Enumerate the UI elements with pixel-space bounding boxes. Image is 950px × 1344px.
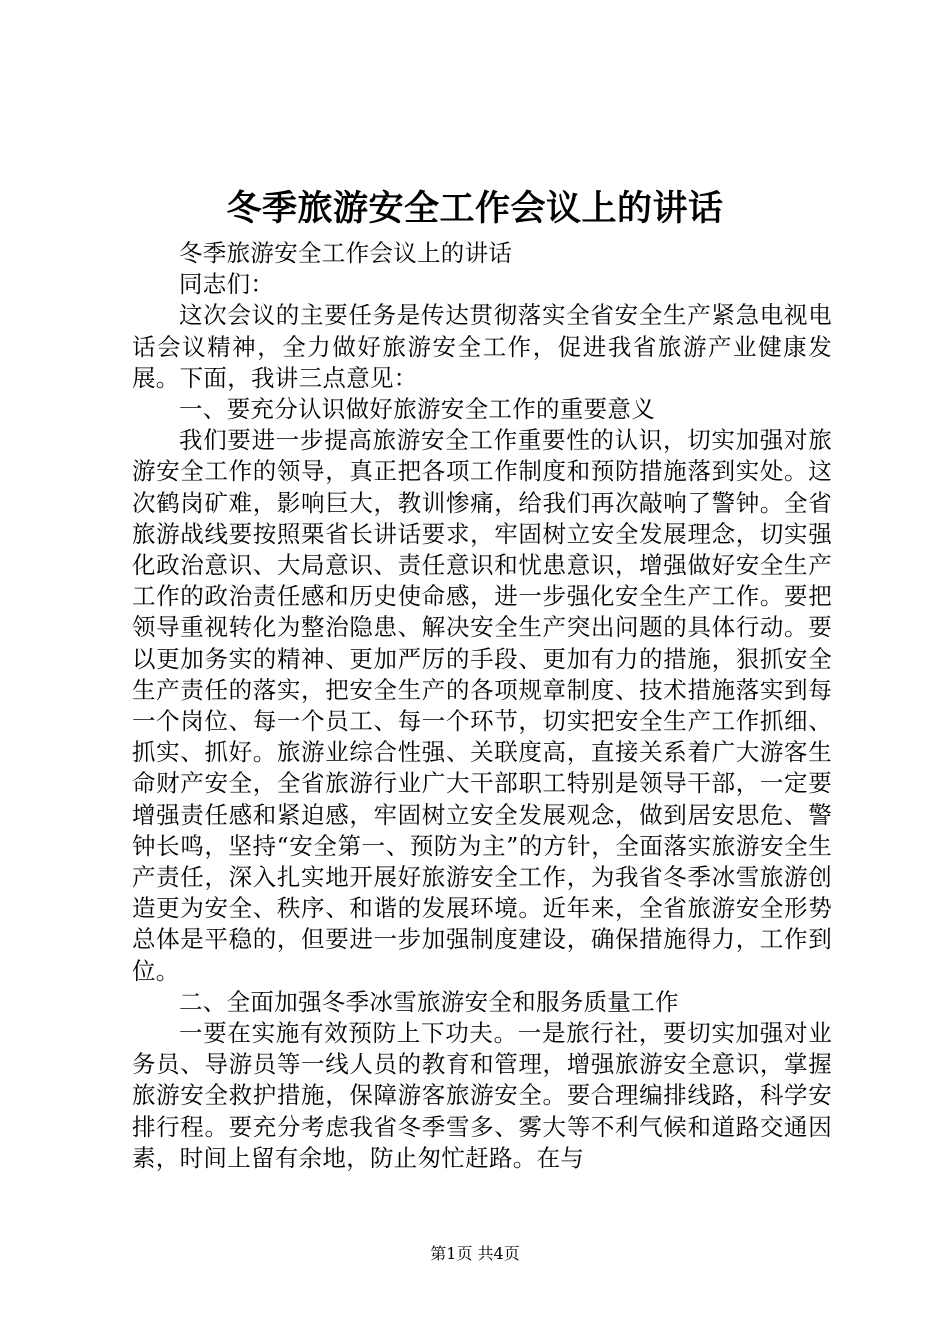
paragraph-salutation: 同志们： xyxy=(179,270,275,299)
document-body xyxy=(132,238,832,1174)
paragraph-section-2: 一要在实施有效预防上下功夫。一是旅行社，要切实加强对业务员、导游员等一线人员的教育和管理，增强旅游安全意识，掌握旅游安全救护措施，保障游客旅游安全。要合理编排线路，科学安排行程。要充分考虑我省冬季雪多、雾大等不利气候和道路交通因素，时间上留有余地，防止匆忙赶路。在与 xyxy=(132,1019,832,1172)
document-title: 冬季旅游安全工作会议上的讲话 xyxy=(226,188,724,229)
paragraph-intro: 这次会议的主要任务是传达贯彻落实全省安全生产紧急电视电话会议精神，全力做好旅游安全工作，促进我省旅游产业健康发展。下面，我讲三点意见： xyxy=(132,301,832,392)
paragraph-section-1: 我们要进一步提高旅游安全工作重要性的认识，切实加强对旅游安全工作的领导，真正把各项工作制度和预防措施落到实处。这次鹤岗矿难，影响巨大，教训惨痛，给我们再次敲响了警钟。全省旅游战线要按照栗省长讲话要求，牢固树立安全发展理念，切实强化政治意识、大局意识、责任意识和忧患意识，增强做好安全生产工作的政治责任感和历史使命感，进一步强化安全生产工作。要把领导重视转化为整治隐患、解决安全生产突出问题的具体行动。要以更加务实的精神、更加严厉的手段、更加有力的措施，狠抓安全生产责任的落实，把安全生产的各项规章制度、技术措施落实到每一个岗位、每一个员工、每一个环节，切实把安全生产工作抓细、抓实、抓好。旅游业综合性强、关联度高，直接关系着广大游客生命财产安全，全省旅游行业广大干部职工特别是领导干部，一定要增强责任感和紧迫感，牢固树立安全发展观念，做到居安思危、警钟长鸣，坚持“安全第一、预防为主”的方针，全面落实旅游安全生产责任，深入扎实地开展好旅游安全工作，为我省冬季冰雪旅游创造更为安全、秩序、和谐的发展环境。近年来，全省旅游安全形势总体是平稳的，但要进一步加强制度建设，确保措施得力，工作到位。 xyxy=(132,426,832,985)
section-heading-1: 一、要充分认识做好旅游安全工作的重要意义 xyxy=(179,395,655,424)
section-heading-2: 二、全面加强冬季冰雪旅游安全和服务质量工作 xyxy=(179,987,679,1016)
page-footer: 第1页 共4页 xyxy=(430,1244,520,1263)
paragraph-subtitle: 冬季旅游安全工作会议上的讲话 xyxy=(179,239,513,267)
